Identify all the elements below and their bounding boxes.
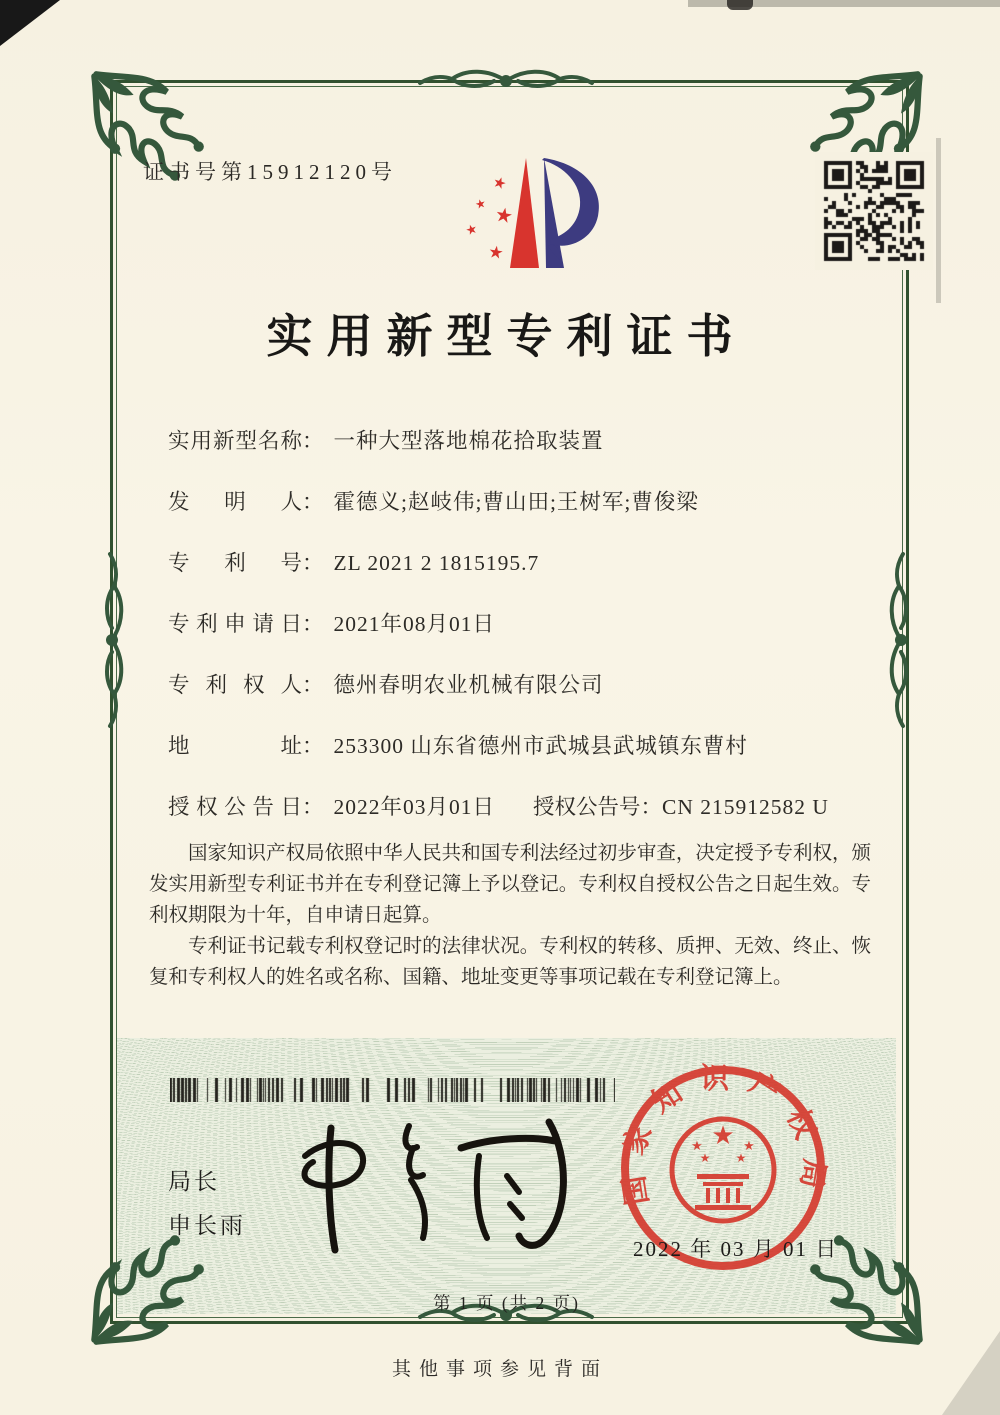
certificate-title: 实用新型专利证书 [266, 311, 747, 362]
certificate-number: 证书号第15912120号 [143, 160, 397, 184]
svg-text:★: ★ [463, 221, 480, 240]
field-row-patentee: 专利权人： 德州春明农业机械有限公司 [168, 668, 868, 729]
field-value: ZL 2021 2 1815195.7 [333, 551, 540, 575]
field-row-name: 实用新型名称： 一种大型落地棉花拾取装置 [168, 424, 868, 485]
legal-text [149, 838, 871, 993]
seal-date: 2022 年 03 月 01 日 [633, 1237, 839, 1261]
footer-note: 其他事项参见背面 [391, 1359, 608, 1380]
field-label: 实用新型名称 [168, 429, 302, 453]
field-value: 一种大型落地棉花拾取装置 [333, 429, 604, 453]
field-row-patent-number: 专利号： ZL 2021 2 1815195.7 [168, 546, 868, 607]
signature [285, 1090, 575, 1260]
grant-number-value: CN 215912582 U [662, 795, 829, 819]
field-row-address: 地址： 253300 山东省德州市武城县武城镇东曹村 [168, 729, 868, 790]
field-row-inventors: 发明人： 霍德义;赵岐伟;曹山田;王树军;曹俊梁 [168, 485, 868, 546]
scan-artifact-top-wedge [727, 0, 753, 10]
field-row-filing-date: 专利申请日： 2021年08月01日 [168, 607, 868, 668]
qr-code [815, 152, 933, 270]
cnipa-logo [438, 140, 613, 302]
svg-text:★: ★ [490, 172, 509, 194]
field-value: 2022年03月01日 [333, 795, 496, 819]
corner-ornament-bottom-left [84, 1226, 208, 1350]
page-number: 第 1 页 (共 2 页) [432, 1293, 581, 1313]
commissioner-name: 申长雨 [168, 1212, 246, 1238]
field-row-grant-date: 授权公告日： 2022年03月01日 授权公告号：CN 215912582 U [168, 790, 868, 851]
edge-ornament-top [406, 66, 606, 96]
grant-number-group: 授权公告号：CN 215912582 U [533, 795, 829, 819]
field-label: 发明人 [168, 490, 302, 514]
svg-text:★: ★ [711, 1121, 735, 1151]
svg-text:★: ★ [699, 1151, 711, 1165]
commissioner-title: 局长 [168, 1168, 220, 1194]
field-value: 2021年08月01日 [333, 612, 496, 636]
edge-ornament-right [886, 540, 916, 740]
field-value: 253300 山东省德州市武城县武城镇东曹村 [333, 734, 748, 758]
field-label: 地址 [168, 734, 302, 758]
svg-text:★: ★ [473, 195, 488, 213]
field-label: 专利权人 [168, 673, 302, 697]
legal-paragraph-2: 专利证书记载专利权登记时的法律状况。专利权的转移、质押、无效、终止、恢复和专利权人的姓名或名称、国籍、地址变更等事项记载在专利登记簿上。 [149, 936, 871, 988]
grant-number-label: 授权公告号 [533, 795, 641, 819]
field-label: 授权公告日 [168, 795, 302, 819]
scan-artifact-corner [0, 0, 60, 46]
svg-text:★: ★ [735, 1151, 747, 1165]
field-label: 专利号 [168, 551, 302, 575]
field-list [168, 424, 868, 851]
scan-artifact-right-line [936, 138, 941, 303]
seal-national-emblem [672, 1119, 774, 1221]
svg-text:★: ★ [486, 242, 505, 264]
svg-text:★: ★ [743, 1139, 755, 1154]
field-value: 霍德义;赵岐伟;曹山田;王树军;曹俊梁 [333, 490, 699, 514]
field-value: 德州春明农业机械有限公司 [333, 673, 604, 697]
field-label: 专利申请日 [168, 612, 302, 636]
legal-paragraph-1: 国家知识产权局依照中华人民共和国专利法经过初步审查，决定授予专利权，颁发实用新型专利证书并在专利登记簿上予以登记。专利权自授权公告之日起生效。专利权期限为十年，自申请日起算。 [149, 843, 871, 926]
svg-text:★: ★ [493, 201, 515, 229]
seal-text: 国家知识产权局 [615, 1062, 831, 1208]
svg-text:★: ★ [691, 1139, 703, 1154]
edge-ornament-left [97, 540, 127, 740]
